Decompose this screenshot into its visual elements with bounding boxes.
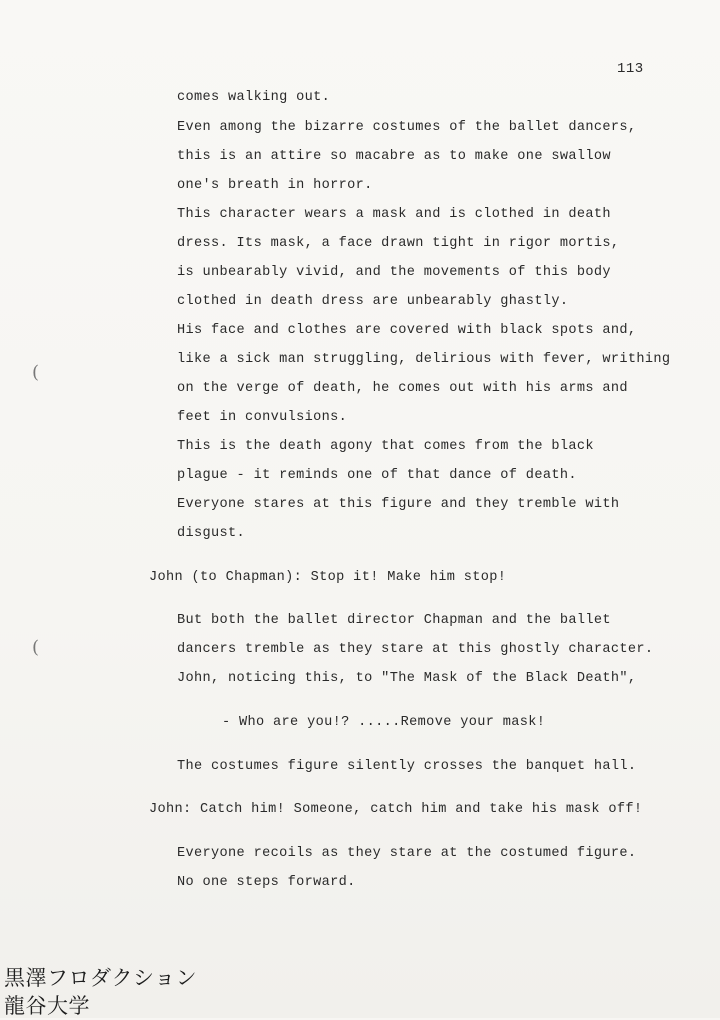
text-line: is unbearably vivid, and the movements of this body	[177, 265, 611, 280]
text-line: disgust.	[177, 526, 246, 541]
text-line: John, noticing this, to "The Mask of the Black Death",	[177, 671, 637, 686]
text-line: Even among the bizarre costumes of the ballet dancers,	[177, 120, 637, 135]
text-line: like a sick man struggling, delirious with fever, writhing	[177, 352, 671, 367]
page-number: 113	[617, 61, 644, 77]
margin-mark: (	[32, 637, 40, 658]
text-line: Everyone stares at this figure and they tremble with	[177, 497, 620, 512]
text-line: His face and clothes are covered with black spots and,	[177, 323, 637, 338]
text-line: dress. Its mask, a face drawn tight in rigor mortis,	[177, 236, 620, 251]
dialogue-line: John (to Chapman): Stop it! Make him stop!	[149, 570, 507, 585]
text-line: comes walking out.	[177, 90, 331, 105]
text-line: This character wears a mask and is clothed in death	[177, 207, 611, 222]
text-line: feet in convulsions.	[177, 410, 348, 425]
text-line: The costumes figure silently crosses the banquet hall.	[177, 759, 637, 774]
text-line: This is the death agony that comes from the black	[177, 439, 594, 454]
dialogue-line: - Who are you!? .....Remove your mask!	[222, 715, 546, 730]
text-line: But both the ballet director Chapman and the ballet	[177, 613, 611, 628]
watermark-university: 龍谷大学	[4, 994, 90, 1018]
text-line: this is an attire so macabre as to make one swallow	[177, 149, 611, 164]
watermark-company: 黒澤フロダクション	[4, 966, 198, 990]
text-line: No one steps forward.	[177, 875, 356, 890]
text-line: Everyone recoils as they stare at the costumed figure.	[177, 846, 637, 861]
text-line: plague - it reminds one of that dance of death.	[177, 468, 577, 483]
text-line: one's breath in horror.	[177, 178, 373, 193]
margin-mark: (	[32, 362, 40, 383]
text-line: on the verge of death, he comes out with his arms and	[177, 381, 628, 396]
text-line: dancers tremble as they stare at this ghostly character.	[177, 642, 654, 657]
text-line: clothed in death dress are unbearably ghastly.	[177, 294, 569, 309]
dialogue-line: John: Catch him! Someone, catch him and take his mask off!	[149, 802, 643, 817]
